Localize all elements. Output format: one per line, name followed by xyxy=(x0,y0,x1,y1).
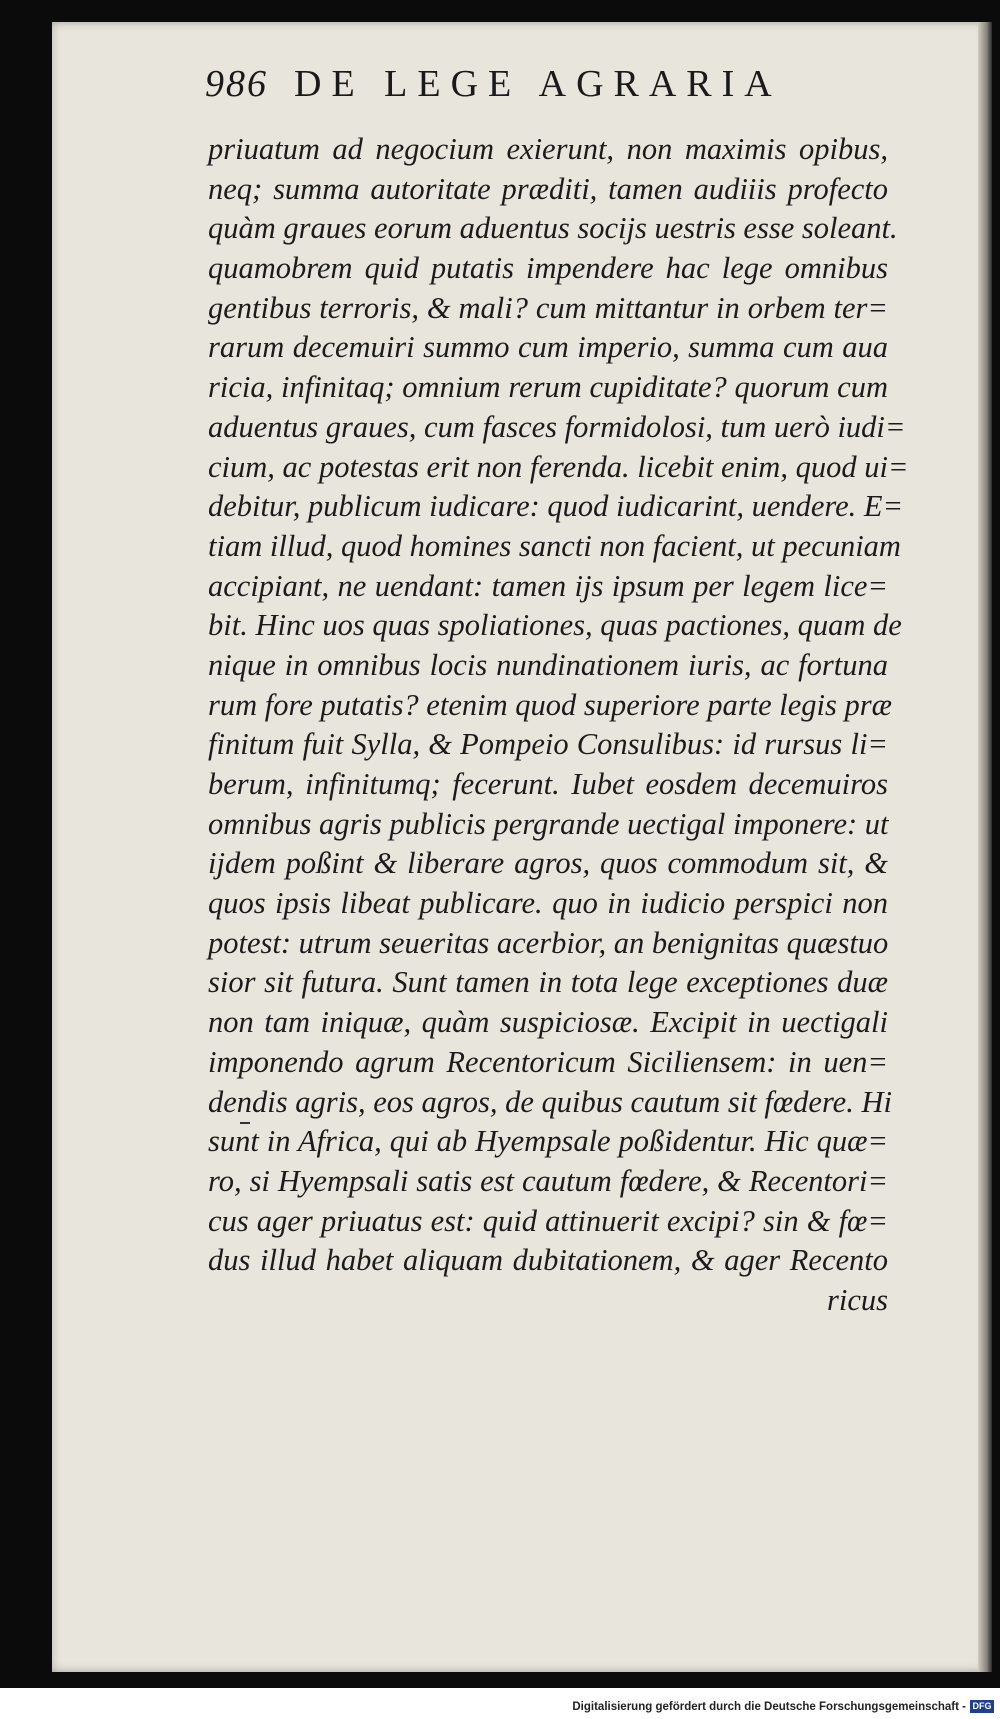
text-line: cium, ac potestas erit non ferenda. licebit enim, quod ui= xyxy=(208,449,909,484)
text-line: potest: utrum seueritas acerbior, an benignitas quæstuo xyxy=(208,925,889,960)
text-line: rum fore putatis? etenim quod superiore parte legis præ xyxy=(208,687,892,722)
folio-number: 986 xyxy=(205,63,268,105)
running-head xyxy=(205,62,885,106)
text-line: dendis agris, eos agros, de quibus cautum sit fœdere. Hi xyxy=(208,1084,892,1119)
text-line: neq; summa autoritate præditi, tamen audiiis profecto xyxy=(208,171,888,206)
text-line: finitum fuit Sylla, & Pompeio Consulibus: id rursus li= xyxy=(208,727,888,762)
text-line: non tam iniquæ, quàm suspiciosæ. Excipit in uectigali xyxy=(208,1005,888,1040)
text-line: accipiant, ne uendant: tamen ijs ipsum per legem lice= xyxy=(208,568,888,603)
text-line: quos ipsis libeat publicare. quo in iudicio perspici non xyxy=(208,886,888,921)
margin-dash-mark xyxy=(240,1122,250,1124)
text-line: quamobrem quid putatis impendere hac lege omnibus xyxy=(208,251,888,286)
page-edge-shadow xyxy=(978,22,992,1672)
text-line: sunt in Africa, qui ab Hyempsale poßidentur. Hic quæ= xyxy=(208,1124,888,1159)
text-line: sior sit futura. Sunt tamen in tota lege exceptiones duæ xyxy=(208,965,888,1000)
text-line: priuatum ad negocium exierunt, non maximis opibus, xyxy=(208,132,888,166)
text-line: ricia, infinitaq; omnium rerum cupiditate? quorum cum xyxy=(208,370,888,405)
text-line: ijdem poßint & liberare agros, quos commodum sit, & xyxy=(208,846,888,881)
text-line: aduentus graues, cum fasces formidolosi, tum uerò iudi= xyxy=(208,409,906,444)
text-line: debitur, publicum iudicare: quod iudicarint, uendere. E= xyxy=(208,489,904,524)
text-block xyxy=(208,130,909,1321)
text-line: nique in omnibus locis nundinationem iuris, ac fortuna xyxy=(208,647,888,682)
catchword: ricus xyxy=(827,1282,888,1317)
text-line: dus illud habet aliquam dubitationem, & ager Recento xyxy=(208,1243,888,1278)
text-line: ro, si Hyempsali satis est cautum fœdere, & Recentori= xyxy=(208,1163,888,1198)
text-line: omnibus agris publicis pergrande uectigal imponere: ut xyxy=(208,806,889,841)
text-line: rarum decemuiri summo cum imperio, summa cum aua xyxy=(208,330,888,365)
digitization-credit: Digitalisierung gefördert durch die Deutsche Forschungsgemeinschaft - xyxy=(572,1701,966,1713)
text-line: imponendo agrum Recentoricum Siciliensem: in uen= xyxy=(208,1044,888,1079)
running-head-title: DE LEGE AGRARIA xyxy=(294,63,782,105)
text-line: quàm graues eorum aduentus socijs uestris esse soleant. xyxy=(208,211,898,246)
text-line: bit. Hinc uos quas spoliationes, quas pactiones, quam de xyxy=(208,608,902,643)
text-line: gentibus terroris, & mali? cum mittantur in orbem ter= xyxy=(208,290,888,325)
dfg-logo-badge: DFG xyxy=(970,1700,994,1713)
text-line: berum, infinitumq; fecerunt. Iubet eosdem decemuiros xyxy=(208,767,888,801)
text-line: cus ager priuatus est: quid attinuerit excipi? sin & fœ= xyxy=(208,1203,888,1238)
text-line: tiam illud, quod homines sancti non facient, ut pecuniam xyxy=(208,528,901,563)
